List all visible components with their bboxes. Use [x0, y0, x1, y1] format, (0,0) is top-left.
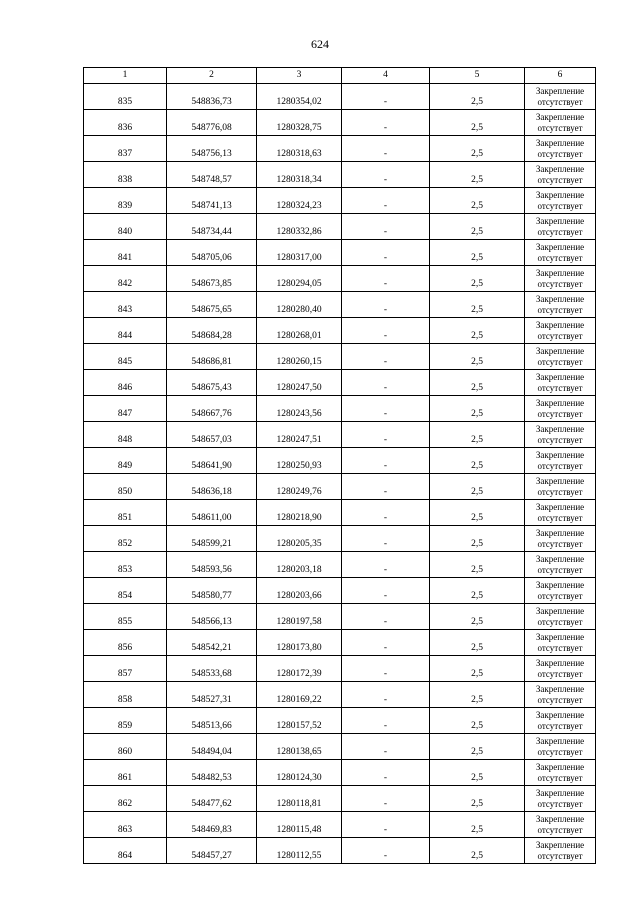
column-header: 3 [257, 68, 342, 84]
column-5-cell: 2,5 [430, 448, 525, 474]
table-row [84, 630, 596, 656]
column-4-cell: - [342, 474, 430, 500]
column-4-cell: - [342, 812, 430, 838]
fixing-status-line-1: Закрепление [535, 579, 585, 590]
column-5-cell: 2,5 [430, 240, 525, 266]
column-4-cell: - [342, 84, 430, 110]
column-4-cell: - [342, 708, 430, 734]
column-header: 2 [167, 68, 257, 84]
fixing-status-line-1: Закрепление [535, 293, 585, 304]
table-row [84, 604, 596, 630]
fixing-status-line-2: отсутствует [537, 798, 583, 809]
table-row [84, 474, 596, 500]
column-5-cell: 2,5 [430, 292, 525, 318]
y-coordinate-cell: 1280318,63 [257, 136, 342, 162]
fixing-status-cell [525, 708, 596, 734]
column-5-cell: 2,5 [430, 396, 525, 422]
y-coordinate-cell: 1280115,48 [257, 812, 342, 838]
column-4-cell: - [342, 344, 430, 370]
fixing-status-line-1: Закрепление [535, 449, 585, 460]
fixing-status-line-2: отсутствует [537, 356, 583, 367]
x-coordinate-cell: 548457,27 [167, 838, 257, 864]
column-header: 6 [525, 68, 596, 84]
y-coordinate-cell: 1280205,35 [257, 526, 342, 552]
fixing-status-cell [525, 552, 596, 578]
fixing-status-line-2: отсутствует [537, 616, 583, 627]
point-number-cell: 856 [84, 630, 167, 656]
column-5-cell: 2,5 [430, 734, 525, 760]
y-coordinate-cell: 1280197,58 [257, 604, 342, 630]
column-4-cell: - [342, 682, 430, 708]
fixing-status-line-2: отсутствует [537, 512, 583, 523]
column-5-cell: 2,5 [430, 630, 525, 656]
fixing-status-line-1: Закрепление [535, 85, 585, 96]
fixing-status-cell [525, 448, 596, 474]
x-coordinate-cell: 548482,53 [167, 760, 257, 786]
point-number-cell: 864 [84, 838, 167, 864]
table-row [84, 188, 596, 214]
fixing-status-cell [525, 292, 596, 318]
table-body [84, 84, 596, 864]
y-coordinate-cell: 1280328,75 [257, 110, 342, 136]
fixing-status-cell [525, 500, 596, 526]
point-number-cell: 845 [84, 344, 167, 370]
x-coordinate-cell: 548776,08 [167, 110, 257, 136]
point-number-cell: 840 [84, 214, 167, 240]
point-number-cell: 843 [84, 292, 167, 318]
column-4-cell: - [342, 292, 430, 318]
column-5-cell: 2,5 [430, 500, 525, 526]
column-4-cell: - [342, 370, 430, 396]
column-5-cell: 2,5 [430, 656, 525, 682]
fixing-status-line-2: отсутствует [537, 720, 583, 731]
table-row [84, 136, 596, 162]
fixing-status-cell [525, 344, 596, 370]
fixing-status-line-2: отсутствует [537, 304, 583, 315]
coordinates-table [83, 67, 596, 864]
point-number-cell: 855 [84, 604, 167, 630]
column-5-cell: 2,5 [430, 266, 525, 292]
column-4-cell: - [342, 396, 430, 422]
y-coordinate-cell: 1280280,40 [257, 292, 342, 318]
x-coordinate-cell: 548836,73 [167, 84, 257, 110]
fixing-status-line-2: отсутствует [537, 824, 583, 835]
fixing-status-cell [525, 734, 596, 760]
fixing-status-line-2: отсутствует [537, 226, 583, 237]
column-5-cell: 2,5 [430, 526, 525, 552]
x-coordinate-cell: 548611,00 [167, 500, 257, 526]
column-5-cell: 2,5 [430, 474, 525, 500]
column-4-cell: - [342, 136, 430, 162]
fixing-status-line-1: Закрепление [535, 761, 585, 772]
fixing-status-cell [525, 526, 596, 552]
column-4-cell: - [342, 162, 430, 188]
column-4-cell: - [342, 110, 430, 136]
column-5-cell: 2,5 [430, 110, 525, 136]
column-4-cell: - [342, 526, 430, 552]
table-row [84, 448, 596, 474]
column-4-cell: - [342, 422, 430, 448]
fixing-status-cell [525, 812, 596, 838]
fixing-status-line-1: Закрепление [535, 657, 585, 668]
column-4-cell: - [342, 656, 430, 682]
y-coordinate-cell: 1280354,02 [257, 84, 342, 110]
x-coordinate-cell: 548657,03 [167, 422, 257, 448]
point-number-cell: 848 [84, 422, 167, 448]
y-coordinate-cell: 1280247,51 [257, 422, 342, 448]
y-coordinate-cell: 1280294,05 [257, 266, 342, 292]
fixing-status-line-2: отсутствует [537, 434, 583, 445]
x-coordinate-cell: 548513,66 [167, 708, 257, 734]
fixing-status-cell [525, 110, 596, 136]
table-row [84, 734, 596, 760]
fixing-status-line-1: Закрепление [535, 631, 585, 642]
column-4-cell: - [342, 578, 430, 604]
fixing-status-cell [525, 604, 596, 630]
fixing-status-line-1: Закрепление [535, 163, 585, 174]
column-4-cell: - [342, 240, 430, 266]
point-number-cell: 841 [84, 240, 167, 266]
table-row [84, 760, 596, 786]
point-number-cell: 863 [84, 812, 167, 838]
table-row [84, 656, 596, 682]
column-5-cell: 2,5 [430, 786, 525, 812]
fixing-status-line-1: Закрепление [535, 423, 585, 434]
column-4-cell: - [342, 604, 430, 630]
x-coordinate-cell: 548641,90 [167, 448, 257, 474]
fixing-status-line-1: Закрепление [535, 111, 585, 122]
column-5-cell: 2,5 [430, 344, 525, 370]
fixing-status-line-1: Закрепление [535, 241, 585, 252]
x-coordinate-cell: 548756,13 [167, 136, 257, 162]
table-row [84, 708, 596, 734]
x-coordinate-cell: 548593,56 [167, 552, 257, 578]
point-number-cell: 860 [84, 734, 167, 760]
point-number-cell: 844 [84, 318, 167, 344]
column-5-cell: 2,5 [430, 188, 525, 214]
y-coordinate-cell: 1280268,01 [257, 318, 342, 344]
fixing-status-cell [525, 760, 596, 786]
fixing-status-cell [525, 214, 596, 240]
column-4-cell: - [342, 448, 430, 474]
point-number-cell: 839 [84, 188, 167, 214]
point-number-cell: 862 [84, 786, 167, 812]
y-coordinate-cell: 1280250,93 [257, 448, 342, 474]
table-row [84, 240, 596, 266]
fixing-status-line-2: отсутствует [537, 330, 583, 341]
fixing-status-line-2: отсутствует [537, 564, 583, 575]
fixing-status-cell [525, 188, 596, 214]
column-5-cell: 2,5 [430, 318, 525, 344]
column-5-cell: 2,5 [430, 604, 525, 630]
table-row [84, 344, 596, 370]
x-coordinate-cell: 548705,06 [167, 240, 257, 266]
table-row [84, 318, 596, 344]
y-coordinate-cell: 1280249,76 [257, 474, 342, 500]
fixing-status-line-1: Закрепление [535, 709, 585, 720]
fixing-status-line-1: Закрепление [535, 319, 585, 330]
fixing-status-line-1: Закрепление [535, 215, 585, 226]
fixing-status-line-2: отсутствует [537, 174, 583, 185]
point-number-cell: 858 [84, 682, 167, 708]
point-number-cell: 849 [84, 448, 167, 474]
column-4-cell: - [342, 188, 430, 214]
column-5-cell: 2,5 [430, 370, 525, 396]
fixing-status-line-1: Закрепление [535, 527, 585, 538]
y-coordinate-cell: 1280243,56 [257, 396, 342, 422]
fixing-status-line-1: Закрепление [535, 605, 585, 616]
table-row [84, 214, 596, 240]
y-coordinate-cell: 1280247,50 [257, 370, 342, 396]
table-row [84, 812, 596, 838]
y-coordinate-cell: 1280318,34 [257, 162, 342, 188]
y-coordinate-cell: 1280218,90 [257, 500, 342, 526]
table-row [84, 500, 596, 526]
table-row [84, 552, 596, 578]
y-coordinate-cell: 1280157,52 [257, 708, 342, 734]
column-4-cell: - [342, 786, 430, 812]
column-header: 5 [430, 68, 525, 84]
fixing-status-line-2: отсутствует [537, 460, 583, 471]
table-row [84, 838, 596, 864]
table-row [84, 370, 596, 396]
fixing-status-cell [525, 240, 596, 266]
fixing-status-line-2: отсутствует [537, 746, 583, 757]
x-coordinate-cell: 548675,65 [167, 292, 257, 318]
fixing-status-line-2: отсутствует [537, 772, 583, 783]
fixing-status-cell [525, 136, 596, 162]
y-coordinate-cell: 1280203,18 [257, 552, 342, 578]
fixing-status-cell [525, 370, 596, 396]
fixing-status-cell [525, 630, 596, 656]
column-4-cell: - [342, 760, 430, 786]
fixing-status-line-2: отсутствует [537, 668, 583, 679]
y-coordinate-cell: 1280324,23 [257, 188, 342, 214]
column-header: 4 [342, 68, 430, 84]
x-coordinate-cell: 548741,13 [167, 188, 257, 214]
fixing-status-line-1: Закрепление [535, 475, 585, 486]
table-header [84, 68, 596, 84]
x-coordinate-cell: 548494,04 [167, 734, 257, 760]
fixing-status-line-2: отсутствует [537, 408, 583, 419]
column-4-cell: - [342, 552, 430, 578]
fixing-status-line-1: Закрепление [535, 735, 585, 746]
table-row [84, 84, 596, 110]
table-row [84, 682, 596, 708]
y-coordinate-cell: 1280169,22 [257, 682, 342, 708]
fixing-status-cell [525, 396, 596, 422]
column-5-cell: 2,5 [430, 422, 525, 448]
point-number-cell: 861 [84, 760, 167, 786]
point-number-cell: 854 [84, 578, 167, 604]
fixing-status-line-1: Закрепление [535, 683, 585, 694]
column-header: 1 [84, 68, 167, 84]
point-number-cell: 857 [84, 656, 167, 682]
table-row [84, 110, 596, 136]
fixing-status-line-2: отсутствует [537, 382, 583, 393]
fixing-status-cell [525, 422, 596, 448]
point-number-cell: 850 [84, 474, 167, 500]
column-4-cell: - [342, 838, 430, 864]
column-4-cell: - [342, 500, 430, 526]
column-5-cell: 2,5 [430, 162, 525, 188]
x-coordinate-cell: 548477,62 [167, 786, 257, 812]
point-number-cell: 846 [84, 370, 167, 396]
fixing-status-line-2: отсутствует [537, 252, 583, 263]
column-5-cell: 2,5 [430, 552, 525, 578]
y-coordinate-cell: 1280124,30 [257, 760, 342, 786]
column-4-cell: - [342, 318, 430, 344]
x-coordinate-cell: 548673,85 [167, 266, 257, 292]
table-row [84, 266, 596, 292]
fixing-status-line-2: отсутствует [537, 850, 583, 861]
table-row [84, 422, 596, 448]
fixing-status-line-1: Закрепление [535, 813, 585, 824]
y-coordinate-cell: 1280118,81 [257, 786, 342, 812]
table-row [84, 786, 596, 812]
y-coordinate-cell: 1280332,86 [257, 214, 342, 240]
fixing-status-line-1: Закрепление [535, 839, 585, 850]
fixing-status-cell [525, 656, 596, 682]
y-coordinate-cell: 1280317,00 [257, 240, 342, 266]
fixing-status-line-2: отсутствует [537, 148, 583, 159]
x-coordinate-cell: 548675,43 [167, 370, 257, 396]
column-4-cell: - [342, 266, 430, 292]
table-row [84, 526, 596, 552]
fixing-status-line-1: Закрепление [535, 501, 585, 512]
x-coordinate-cell: 548734,44 [167, 214, 257, 240]
fixing-status-line-1: Закрепление [535, 189, 585, 200]
x-coordinate-cell: 548636,18 [167, 474, 257, 500]
y-coordinate-cell: 1280260,15 [257, 344, 342, 370]
x-coordinate-cell: 548686,81 [167, 344, 257, 370]
fixing-status-line-1: Закрепление [535, 371, 585, 382]
fixing-status-cell [525, 578, 596, 604]
page-number: 624 [311, 37, 329, 51]
y-coordinate-cell: 1280173,80 [257, 630, 342, 656]
x-coordinate-cell: 548599,21 [167, 526, 257, 552]
column-5-cell: 2,5 [430, 84, 525, 110]
table-row [84, 292, 596, 318]
x-coordinate-cell: 548748,57 [167, 162, 257, 188]
y-coordinate-cell: 1280138,65 [257, 734, 342, 760]
fixing-status-line-1: Закрепление [535, 267, 585, 278]
x-coordinate-cell: 548580,77 [167, 578, 257, 604]
fixing-status-line-2: отсутствует [537, 200, 583, 211]
point-number-cell: 847 [84, 396, 167, 422]
point-number-cell: 851 [84, 500, 167, 526]
x-coordinate-cell: 548469,83 [167, 812, 257, 838]
column-5-cell: 2,5 [430, 838, 525, 864]
point-number-cell: 853 [84, 552, 167, 578]
column-4-cell: - [342, 630, 430, 656]
fixing-status-cell [525, 838, 596, 864]
fixing-status-cell [525, 786, 596, 812]
fixing-status-cell [525, 162, 596, 188]
column-4-cell: - [342, 214, 430, 240]
fixing-status-line-2: отсутствует [537, 694, 583, 705]
table-row [84, 162, 596, 188]
fixing-status-cell [525, 318, 596, 344]
x-coordinate-cell: 548684,28 [167, 318, 257, 344]
y-coordinate-cell: 1280172,39 [257, 656, 342, 682]
fixing-status-line-2: отсутствует [537, 486, 583, 497]
fixing-status-line-1: Закрепление [535, 345, 585, 356]
fixing-status-line-2: отсутствует [537, 538, 583, 549]
column-5-cell: 2,5 [430, 760, 525, 786]
point-number-cell: 836 [84, 110, 167, 136]
fixing-status-line-2: отсутствует [537, 642, 583, 653]
column-5-cell: 2,5 [430, 708, 525, 734]
column-5-cell: 2,5 [430, 682, 525, 708]
fixing-status-line-2: отсутствует [537, 122, 583, 133]
fixing-status-line-1: Закрепление [535, 553, 585, 564]
point-number-cell: 842 [84, 266, 167, 292]
column-5-cell: 2,5 [430, 214, 525, 240]
fixing-status-line-1: Закрепление [535, 787, 585, 798]
fixing-status-line-2: отсутствует [537, 278, 583, 289]
x-coordinate-cell: 548527,31 [167, 682, 257, 708]
x-coordinate-cell: 548667,76 [167, 396, 257, 422]
fixing-status-line-1: Закрепление [535, 137, 585, 148]
point-number-cell: 838 [84, 162, 167, 188]
y-coordinate-cell: 1280112,55 [257, 838, 342, 864]
column-5-cell: 2,5 [430, 136, 525, 162]
fixing-status-cell [525, 682, 596, 708]
table-row [84, 578, 596, 604]
table-row [84, 396, 596, 422]
fixing-status-line-2: отсутствует [537, 96, 583, 107]
column-5-cell: 2,5 [430, 578, 525, 604]
point-number-cell: 835 [84, 84, 167, 110]
point-number-cell: 852 [84, 526, 167, 552]
point-number-cell: 859 [84, 708, 167, 734]
fixing-status-line-2: отсутствует [537, 590, 583, 601]
point-number-cell: 837 [84, 136, 167, 162]
column-5-cell: 2,5 [430, 812, 525, 838]
x-coordinate-cell: 548566,13 [167, 604, 257, 630]
fixing-status-cell [525, 474, 596, 500]
column-4-cell: - [342, 734, 430, 760]
fixing-status-cell [525, 266, 596, 292]
y-coordinate-cell: 1280203,66 [257, 578, 342, 604]
fixing-status-cell [525, 84, 596, 110]
x-coordinate-cell: 548533,68 [167, 656, 257, 682]
fixing-status-line-1: Закрепление [535, 397, 585, 408]
x-coordinate-cell: 548542,21 [167, 630, 257, 656]
header-row [84, 68, 596, 84]
